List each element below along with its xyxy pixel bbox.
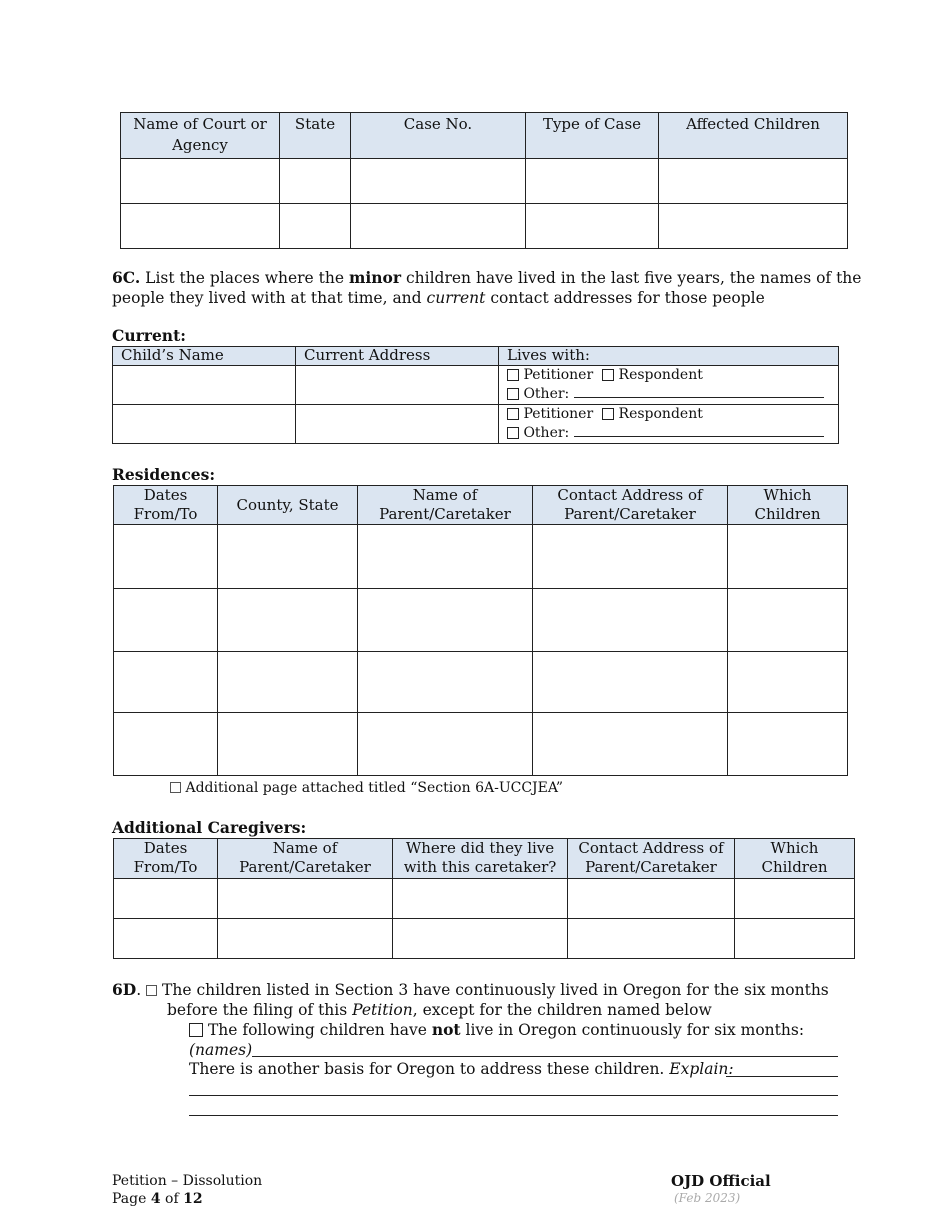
other-basis-line: There is another basis for Oregon to address these children. Explain: <box>189 1060 734 1078</box>
col-header-parent-name: Name of Parent/Caretaker <box>358 486 533 525</box>
footer-page-number: Page 4 of 12 <box>112 1191 203 1207</box>
table-cell[interactable] <box>218 713 358 776</box>
table-row <box>113 405 839 444</box>
table-cell[interactable] <box>121 159 280 204</box>
col-header-contact-address: Contact Address of Parent/Caretaker <box>568 839 735 879</box>
table-cell[interactable] <box>114 713 218 776</box>
table-cell[interactable] <box>728 589 848 652</box>
table-row <box>114 652 848 713</box>
col-header-affected-children: Affected Children <box>659 113 848 159</box>
col-header-dates: Dates From/To <box>114 486 218 525</box>
col-header-where-lived: Where did they live with this caretaker? <box>393 839 568 879</box>
section-6d: 6D. The children listed in Section 3 have continuously lived in Oregon for the six months <box>112 980 829 999</box>
explain-input-line-2[interactable] <box>189 1095 838 1096</box>
table-cell[interactable] <box>114 652 218 713</box>
col-header-type: Type of Case <box>526 113 659 159</box>
footer-form-name: Petition – Dissolution <box>112 1173 263 1189</box>
col-header-which-children: Which Children <box>735 839 855 879</box>
col-header-county-state: County, State <box>218 486 358 525</box>
table-cell[interactable] <box>114 879 218 919</box>
table-cell[interactable] <box>526 159 659 204</box>
table-cell[interactable] <box>218 589 358 652</box>
table-row <box>114 525 848 589</box>
table-row <box>121 159 848 204</box>
table-row <box>113 366 839 405</box>
caregivers-heading: Additional Caregivers: <box>112 818 307 837</box>
section-6c-text: 6C. List the places where the minor children have lived in the last five years, the names of the people they lived with at that time, and current contact addresses for those people <box>112 268 862 307</box>
table-cell[interactable] <box>728 525 848 589</box>
petitioner-checkbox[interactable] <box>507 369 519 381</box>
explain-input-line[interactable] <box>726 1076 838 1077</box>
col-header-child-name: Child’s Name <box>113 347 296 366</box>
respondent-checkbox[interactable] <box>602 369 614 381</box>
current-table <box>112 346 839 444</box>
prior-cases-table <box>120 112 848 249</box>
table-cell[interactable] <box>351 159 526 204</box>
table-cell[interactable] <box>393 919 568 959</box>
table-cell[interactable] <box>358 713 533 776</box>
lives-with-cell: Petitioner Respondent Other: <box>499 405 839 444</box>
caregivers-table <box>113 838 855 959</box>
additional-page-checkbox[interactable] <box>170 782 181 793</box>
names-label: (names) <box>189 1041 253 1059</box>
table-cell[interactable] <box>533 589 728 652</box>
table-cell[interactable] <box>218 525 358 589</box>
other-checkbox[interactable] <box>507 388 519 400</box>
table-cell[interactable] <box>218 919 393 959</box>
residences-heading: Residences: <box>112 465 216 484</box>
table-cell[interactable] <box>218 879 393 919</box>
footer-date: (Feb 2023) <box>674 1191 741 1205</box>
petitioner-checkbox[interactable] <box>507 408 519 420</box>
col-header-case-no: Case No. <box>351 113 526 159</box>
table-cell[interactable] <box>280 204 351 249</box>
not-lived-checkbox[interactable] <box>189 1023 203 1037</box>
explain-input-line-3[interactable] <box>189 1115 838 1116</box>
table-cell[interactable] <box>728 713 848 776</box>
table-row <box>114 589 848 652</box>
table-cell[interactable] <box>533 713 728 776</box>
table-cell[interactable] <box>735 919 855 959</box>
table-cell[interactable] <box>659 204 848 249</box>
residences-table <box>113 485 848 776</box>
col-header-state: State <box>280 113 351 159</box>
table-cell[interactable] <box>113 366 296 405</box>
table-cell[interactable] <box>568 919 735 959</box>
other-input-line[interactable] <box>574 423 824 437</box>
table-cell[interactable] <box>114 525 218 589</box>
table-cell[interactable] <box>358 525 533 589</box>
col-header-dates: Dates From/To <box>114 839 218 879</box>
table-row <box>114 713 848 776</box>
table-cell[interactable] <box>296 405 499 444</box>
col-header-parent-name: Name of Parent/Caretaker <box>218 839 393 879</box>
footer-official: OJD Official <box>671 1172 771 1190</box>
table-cell[interactable] <box>393 879 568 919</box>
table-cell[interactable] <box>351 204 526 249</box>
table-cell[interactable] <box>218 652 358 713</box>
section-6d-label: 6D <box>112 980 137 999</box>
lives-with-cell: Petitioner Respondent Other: <box>499 366 839 405</box>
col-header-court: Name of Court or Agency <box>121 113 280 159</box>
section-6d-checkbox[interactable] <box>146 985 157 996</box>
table-cell[interactable] <box>735 879 855 919</box>
table-cell[interactable] <box>568 879 735 919</box>
table-cell[interactable] <box>358 589 533 652</box>
other-input-line[interactable] <box>574 384 824 398</box>
table-row <box>121 204 848 249</box>
table-cell[interactable] <box>121 204 280 249</box>
table-cell[interactable] <box>728 652 848 713</box>
table-cell[interactable] <box>533 525 728 589</box>
col-header-current-address: Current Address <box>296 347 499 366</box>
additional-page-line: Additional page attached titled “Section 6A-UCCJEA” <box>170 779 563 797</box>
table-cell[interactable] <box>659 159 848 204</box>
table-cell[interactable] <box>113 405 296 444</box>
section-6d-line-2: before the filing of this Petition, except for the children named below <box>167 1001 712 1019</box>
col-header-lives-with: Lives with: <box>499 347 839 366</box>
current-heading: Current: <box>112 326 186 345</box>
table-cell[interactable] <box>280 159 351 204</box>
table-cell[interactable] <box>358 652 533 713</box>
section-6c-label: 6C. <box>112 268 141 287</box>
names-input-line[interactable] <box>252 1056 838 1057</box>
col-header-which-children: Which Children <box>728 486 848 525</box>
table-row <box>114 919 855 959</box>
table-cell[interactable] <box>533 652 728 713</box>
table-cell[interactable] <box>114 589 218 652</box>
other-checkbox[interactable] <box>507 427 519 439</box>
col-header-contact-address: Contact Address of Parent/Caretaker <box>533 486 728 525</box>
table-row <box>114 879 855 919</box>
table-cell[interactable] <box>526 204 659 249</box>
respondent-checkbox[interactable] <box>602 408 614 420</box>
not-lived-option: The following children have not live in Oregon continuously for six months: <box>189 1020 804 1040</box>
table-cell[interactable] <box>296 366 499 405</box>
table-cell[interactable] <box>114 919 218 959</box>
